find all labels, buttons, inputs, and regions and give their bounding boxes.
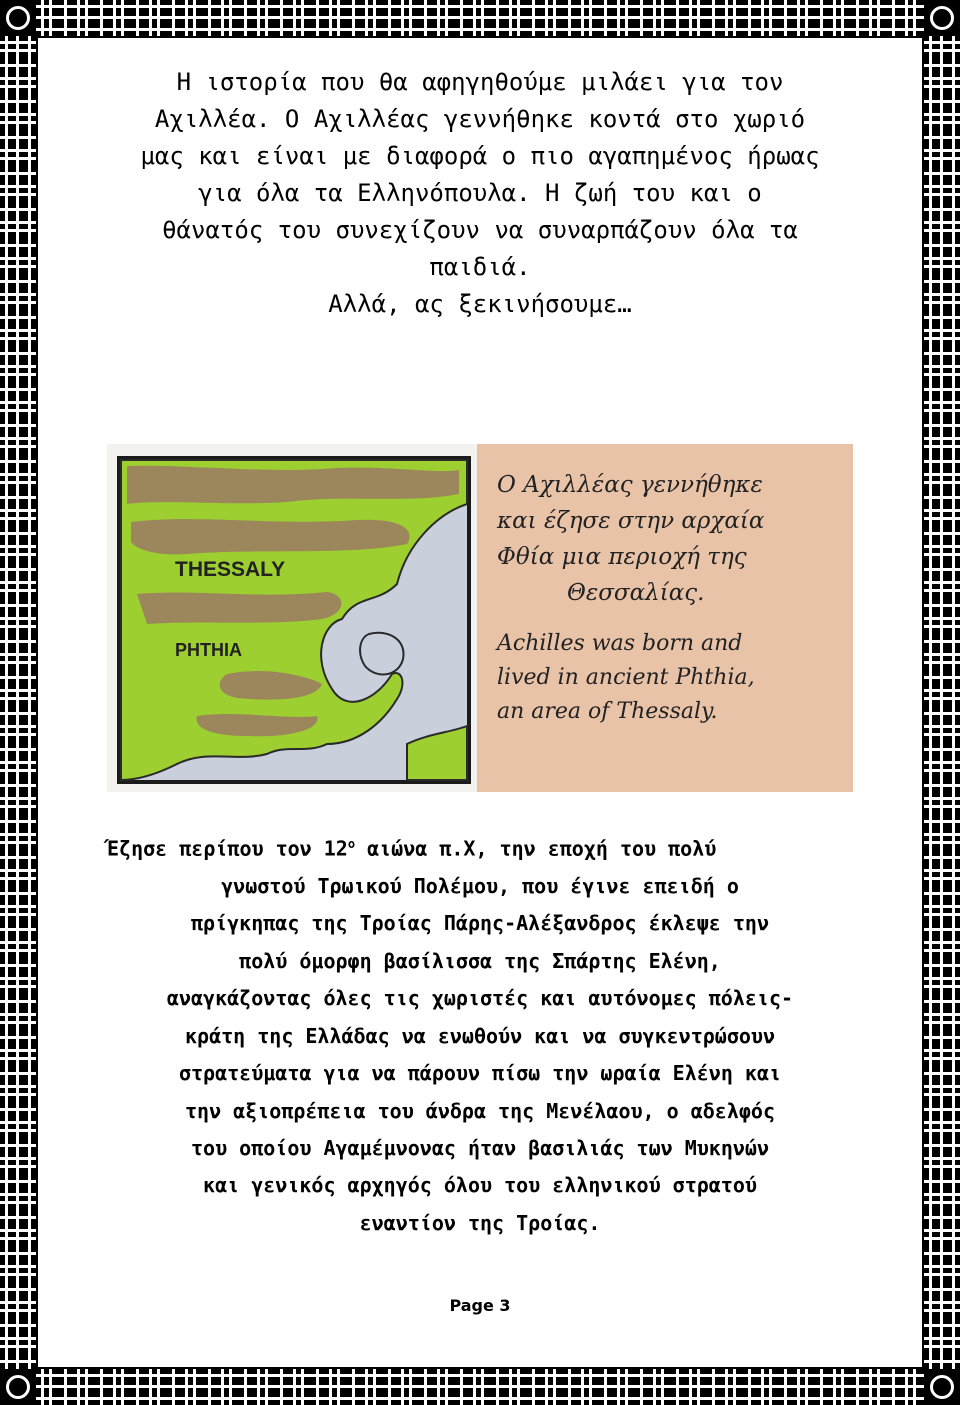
intro-line: Αλλά, ας ξεκινήσουμε… [328,290,632,318]
intro-line: θάνατός του συνεχίζουν να συναρπάζουν όλα τα [162,216,798,244]
main-line: πρίγκηπας της Τροίας Πάρης-Αλέξανδρος έκλεψε την [191,911,769,936]
border-corner-top-right [924,0,960,36]
border-corner-bottom-right [924,1369,960,1405]
caption-english-line: Achilles was born and [497,631,743,656]
main-line: αναγκάζοντας όλες τις χωριστές και αυτόνομες πόλεις- [166,986,794,1011]
main-line: στρατεύματα για να πάρουν πίσω την ωραία Ελένη και [178,1061,782,1086]
map-label-thessaly: THESSALY [175,558,286,581]
intro-line: Η ιστορία που θα αφηγηθούμε μιλάει για τον [176,68,784,96]
map-gulf [360,633,403,675]
main-line-first-suffix: αιώνα π.Χ, την εποχή του πολύ [355,836,717,861]
map-mountains [137,592,341,624]
main-paragraph [100,826,860,1242]
main-line: γνωστού Τρωικού Πολέμου, που έγινε επειδή ο [221,874,739,899]
map-mountains [127,466,459,504]
main-line: του οποίου Αγαμέμνονας ήταν βασιλιάς των Μυκηνών [191,1135,769,1160]
intro-line: για όλα τα Ελληνόπουλα. Η ζωή του και ο [198,179,762,207]
intro-paragraph [100,64,860,323]
thessaly-illustration [107,444,853,792]
map-label-phthia: PHTHIA [175,640,242,660]
intro-line: μας και είναι με διαφορά ο πιο αγαπημένος ήρωας [140,142,820,170]
border-corner-bottom-left [0,1369,36,1405]
caption-english-line: an area of Thessaly. [497,699,718,724]
map-drawing [107,444,477,792]
caption-greek-line: Ο Αχιλλέας γεννήθηκε [497,472,763,498]
ordinal-superscript: ο [347,837,356,851]
page-number: Page 3 [449,1296,511,1315]
meander-border-right [924,36,960,1369]
caption-greek-line: Θεσσαλίας. [567,580,705,606]
thessaly-map [107,444,477,792]
border-corner-top-left [0,0,36,36]
caption-greek-line: και έζησε στην αρχαία [497,508,765,534]
main-line-first-prefix: Έζησε περίπου τον 12 [107,836,348,861]
main-line: και γενικός αρχηγός όλου του ελληνικού στρατού [203,1173,757,1198]
main-line: την αξιοπρέπεια του άνδρα της Μενέλαου, ο αδελφός [184,1098,775,1123]
intro-line: παιδιά. [429,253,531,281]
meander-border-bottom [36,1369,924,1405]
map-caption [477,444,853,792]
main-line: πολύ όμορφη βασίλισσα της Σπάρτης Ελένη, [239,948,721,973]
intro-line: Αχιλλέα. Ο Αχιλλέας γεννήθηκε κοντά στο χωριό [154,105,806,133]
meander-border-top [36,0,924,36]
caption-english-line: lived in ancient Phthia, [497,665,755,690]
main-line: εναντίον της Τροίας. [359,1210,601,1235]
caption-drawing [477,444,853,792]
caption-greek-line: Φθία μια περιοχή της [497,544,747,570]
meander-border-left [0,36,36,1369]
main-line: κράτη της Ελλάδας να ενωθούν και να συγκεντρώσουν [184,1023,775,1048]
main-line-first [100,826,860,868]
